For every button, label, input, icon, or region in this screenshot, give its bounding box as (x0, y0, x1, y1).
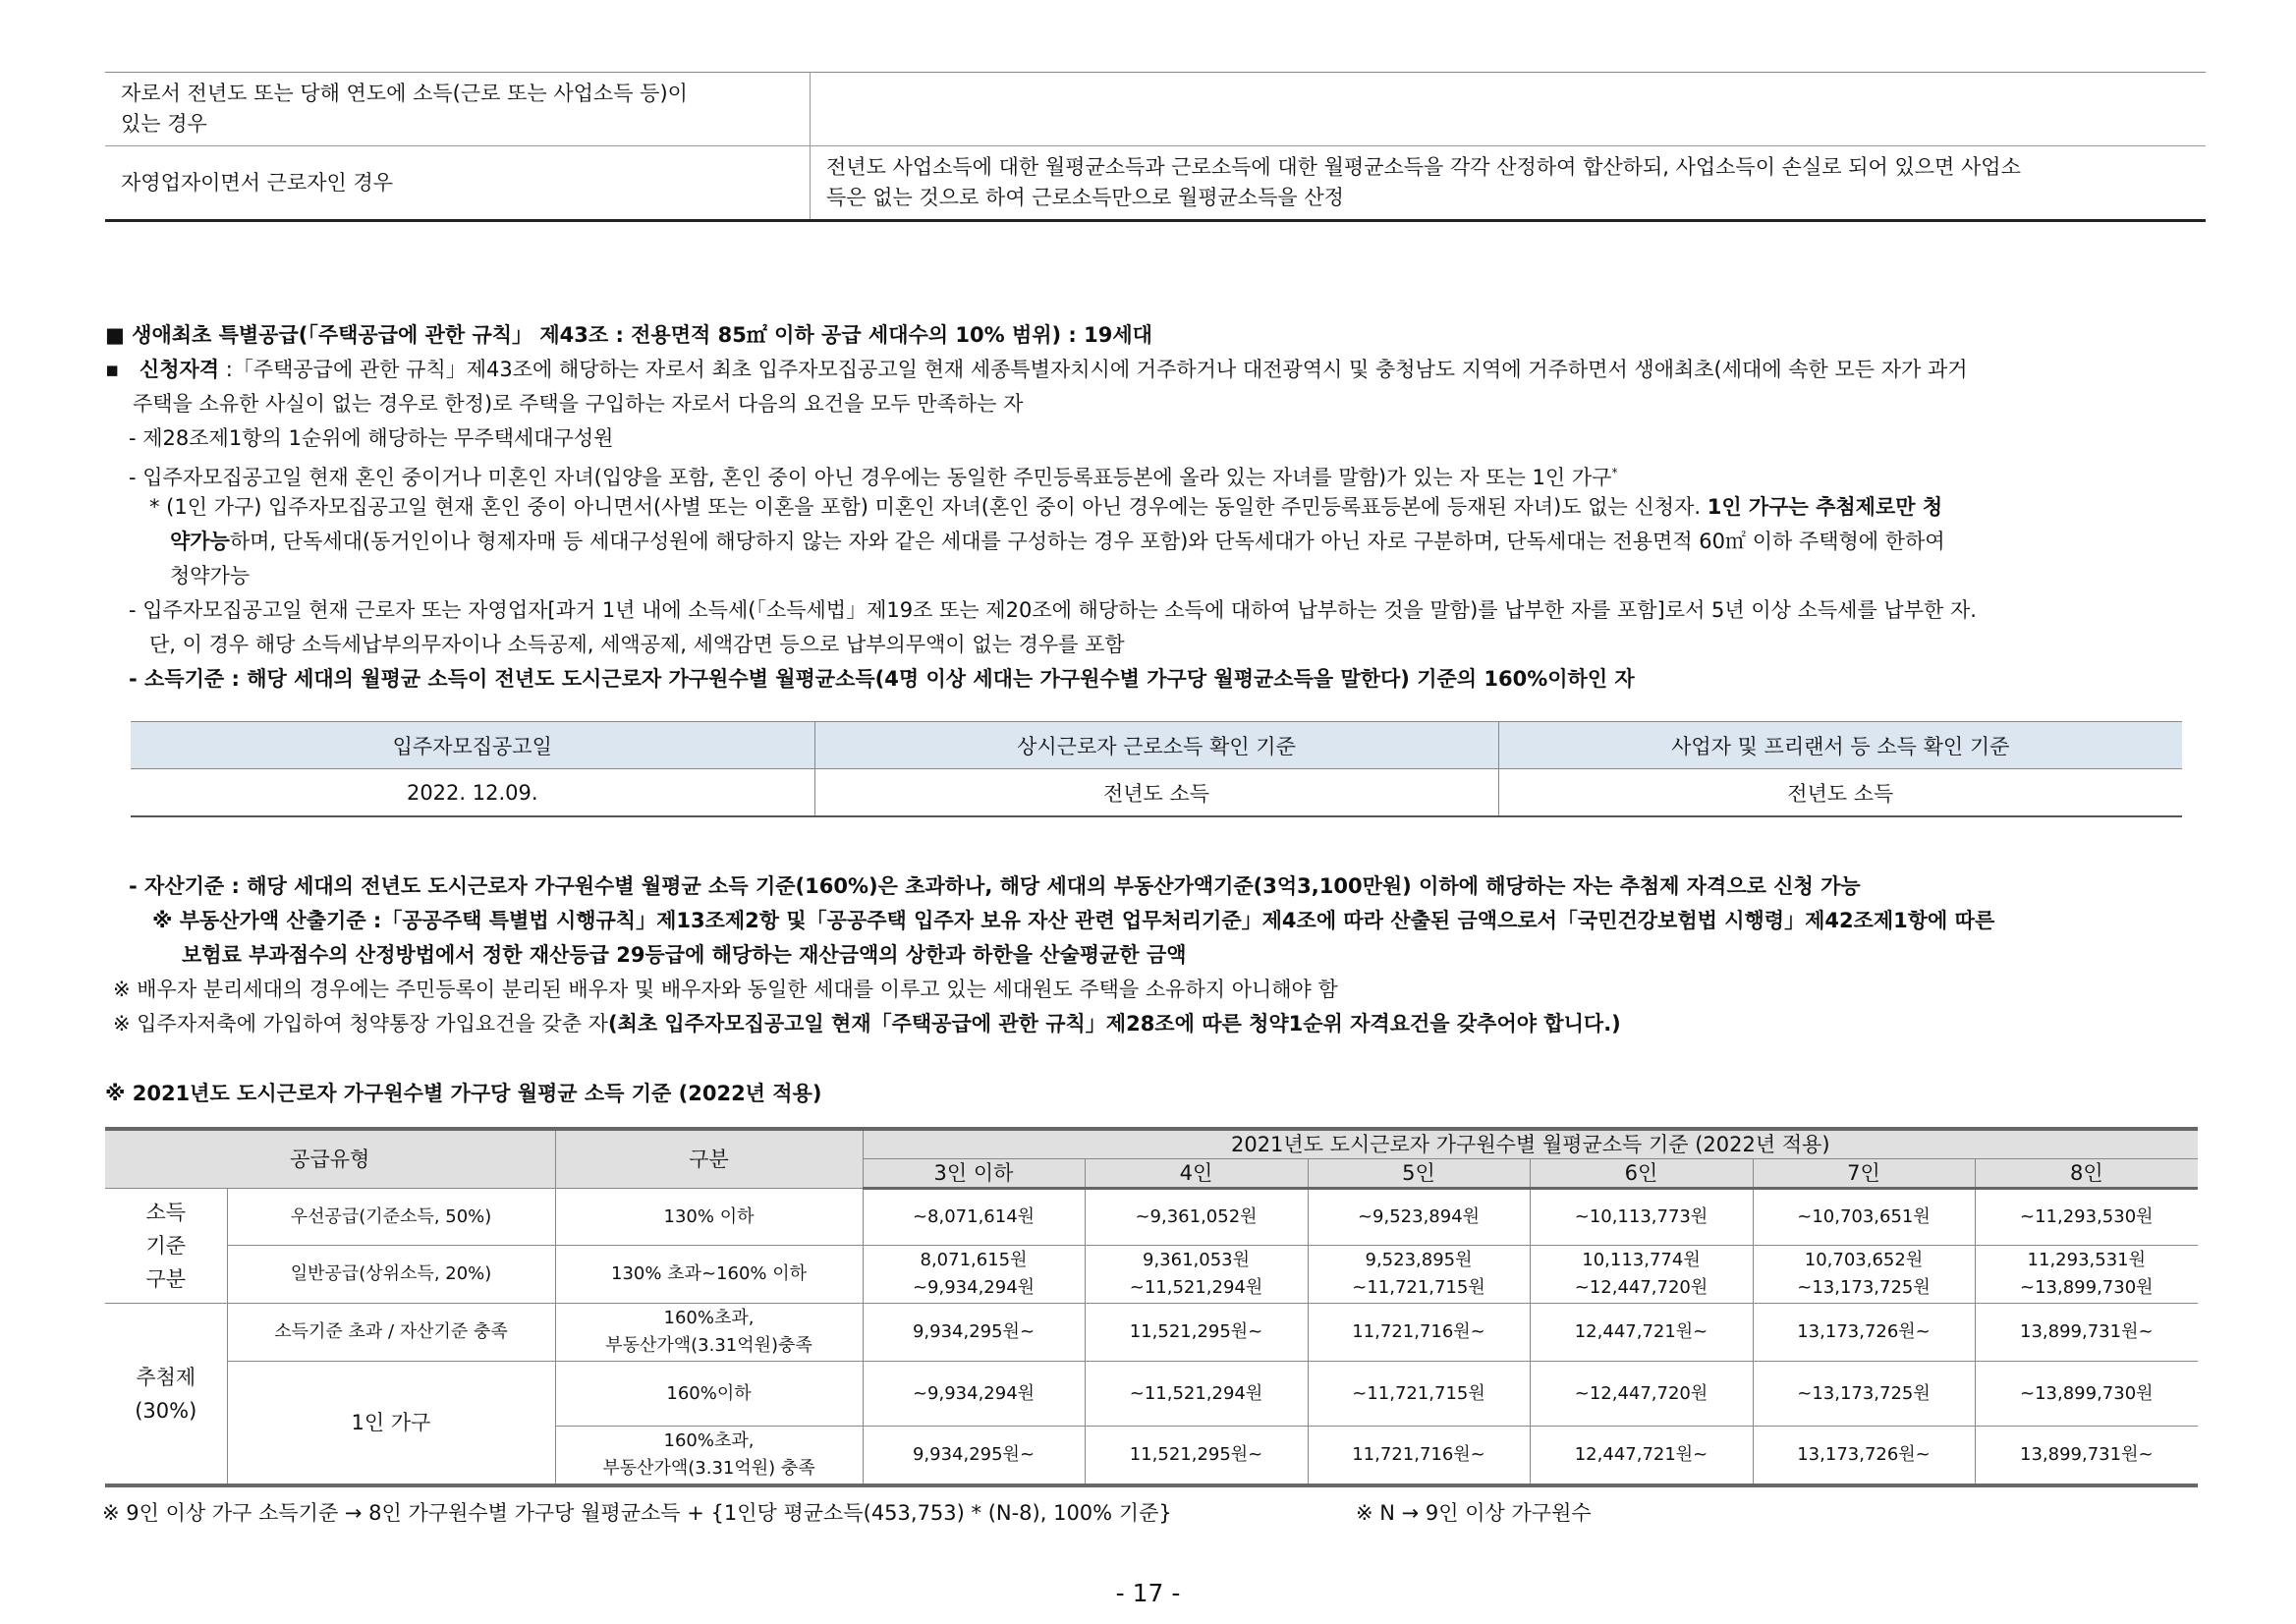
table-cell: 2022. 12.09. (131, 769, 814, 817)
table-row (105, 1362, 2198, 1427)
income-value: ~10,113,773원 (1530, 1189, 1753, 1246)
income-value: 11,721,716원~ (1308, 1427, 1530, 1486)
division: 130% 이하 (555, 1189, 863, 1246)
income-value: 11,721,716원~ (1308, 1304, 1530, 1362)
income-value: ~11,293,530원 (1975, 1189, 2198, 1246)
table-cell-desc (811, 73, 2207, 146)
table-cell: 전년도 소득 (1787, 781, 1894, 806)
household-income-table (105, 1127, 2198, 1487)
division: 160%이하 (555, 1362, 863, 1427)
division: 160%초과, 부동산가액(3.31억원) 충족 (555, 1427, 863, 1486)
savings-note (113, 1010, 1621, 1037)
income-value: 11,293,531원 ~13,899,730원 (1975, 1246, 2198, 1304)
continued-income-table (105, 72, 2206, 222)
supply-type: 일반공급(상위소득, 20%) (227, 1246, 555, 1304)
column-header: 3인 이하 (863, 1159, 1085, 1189)
column-header: 사업자 및 프리랜서 등 소득 확인 기준 (1498, 722, 2182, 769)
income-value: 12,447,721원~ (1530, 1304, 1753, 1362)
income-value: 10,113,774원 ~12,447,720원 (1530, 1246, 1753, 1304)
table-row (105, 1246, 2198, 1304)
income-criteria: - 소득기준 : 해당 세대의 월평균 소득이 전년도 도시근로자 가구원수별 월평균소득(4명 이상 세대는 가구원수별 가구당 월평균소득을 말한다) 기준의 160%이하인 자 (129, 667, 1635, 691)
income-value: 9,934,295원~ (863, 1427, 1085, 1486)
column-header: 구분 (555, 1129, 863, 1189)
income-value: 9,523,895원 ~11,721,715원 (1308, 1246, 1530, 1304)
income-value: 10,703,652원 ~13,173,725원 (1753, 1246, 1975, 1304)
requirement-2 (129, 459, 1617, 491)
table-row (105, 1304, 2198, 1362)
income-value: 13,899,731원~ (1975, 1427, 2198, 1486)
division: 160%초과, 부동산가액(3.31억원)충족 (555, 1304, 863, 1362)
group-label: 구분 (145, 1267, 187, 1291)
requirement-2-text: - 입주자모집공고일 현재 혼인 중이거나 미혼인 자녀(입양을 포함, 혼인 중이 아닌 경우에는 동일한 주민등록표등본에 올라 있는 자녀를 말함)가 있는 자 또는 1인 가구 (129, 466, 1612, 489)
income-value: 12,447,721원~ (1530, 1427, 1753, 1486)
single-household-note (149, 493, 1942, 521)
row-group-income (105, 1189, 227, 1304)
income-value: ~10,703,651원 (1753, 1189, 1975, 1246)
table-row (105, 146, 2206, 221)
qualification-text: :「주택공급에 관한 규칙」제43조에 해당하는 자로서 최초 입주자모집공고일 현재 세종특별자치시에 거주하거나 대전광역시 및 충청남도 지역에 거주하면서 생애최초(세대에 속한 모든 자가 과거 (219, 358, 1968, 381)
qualification-line (105, 356, 1968, 383)
note-text: 하며, 단독세대(동거인이나 형제자매 등 세대구성원에 해당하지 않는 자와 같은 세대를 구성하는 경우 포함)와 단독세대가 아닌 자로 구분하며, 단독세대는 전용면적 60㎡ 이하 주택형에 한하여 (229, 530, 1945, 553)
income-value: 9,934,295원~ (863, 1304, 1085, 1362)
cell-text: 자로서 전년도 또는 당해 연도에 소득(근로 또는 사업소득 등)이 (121, 82, 688, 105)
income-check-table (131, 721, 2182, 817)
cell-text: 전년도 사업소득에 대한 월평균소득과 근로소득에 대한 월평균소득을 각각 산정하여 합산하되, 사업소득이 손실로 되어 있으면 사업소 (826, 155, 2021, 179)
column-header: 4인 (1085, 1159, 1308, 1189)
spouse-note: ※ 배우자 분리세대의 경우에는 주민등록이 분리된 배우자 및 배우자와 동일한 세대를 이루고 있는 세대원도 주택을 소유하지 아니해야 함 (113, 978, 1338, 1001)
note-text: ※ 입주자저축에 가입하여 청약통장 가입요건을 갖춘 자 (113, 1012, 608, 1036)
column-group-header: 2021년도 도시근로자 가구원수별 월평균소득 기준 (2022년 적용) (863, 1129, 2198, 1159)
asset-criteria: - 자산기준 : 해당 세대의 전년도 도시근로자 가구원수별 월평균 소득 기준(160%)은 초과하나, 해당 세대의 부동산가액기준(3억3,100만원) 이하에 해당하는 자는 추첨제 자격으로 신청 가능 (129, 874, 1861, 898)
income-value: ~11,721,715원 (1308, 1362, 1530, 1427)
table-header-row (105, 1129, 2198, 1159)
income-value: 9,361,053원 ~11,521,294원 (1085, 1246, 1308, 1304)
single-household-note-end: 청약가능 (170, 564, 251, 588)
table-cell-label: 자영업자이면서 근로자인 경우 (105, 146, 811, 221)
note-text: * (1인 가구) 입주자모집공고일 현재 혼인 중이 아니면서(사별 또는 이혼을 포함) 미혼인 자녀(혼인 중이 아닌 경우에는 동일한 주민등록표등본에 등재된 자녀)도 없는 신청자. (149, 495, 1708, 519)
single-household-note-cont (170, 528, 1945, 555)
row-group-lottery (105, 1304, 227, 1486)
income-value: ~12,447,720원 (1530, 1362, 1753, 1427)
cell-text: 있는 경우 (121, 112, 207, 136)
income-value: ~11,521,294원 (1085, 1362, 1308, 1427)
footnote-marker: * (1611, 466, 1618, 479)
income-value: 13,899,731원~ (1975, 1304, 2198, 1362)
column-header: 6인 (1530, 1159, 1753, 1189)
income-value: 13,173,726원~ (1753, 1304, 1975, 1362)
note-emphasis: (최초 입주자모집공고일 현재「주택공급에 관한 규칙」제28조에 따른 청약1순위 자격요건을 갖추어야 합니다.) (607, 1012, 1621, 1036)
division: 130% 초과~160% 이하 (555, 1246, 863, 1304)
requirement-1: - 제28조제1항의 1순위에 해당하는 무주택세대구성원 (129, 426, 614, 450)
income-table-footnote-n: ※ N → 9인 이상 가구원수 (1356, 1501, 1592, 1525)
income-value: ~13,899,730원 (1975, 1362, 2198, 1427)
income-value: 11,521,295원~ (1085, 1304, 1308, 1362)
property-value-note: ※ 부동산가액 산출기준 :「공공주택 특별법 시행규칙」제13조제2항 및「공공주택 입주자 보유 자산 관련 업무처리기준」제4조에 따라 산출된 금액으로서「국민건강보험법 시행령」제42조제1항에 따른 (152, 909, 1995, 932)
property-value-note-cont: 보험료 부과점수의 산정방법에서 정한 재산등급 29등급에 해당하는 재산금액의 상한과 하한을 산술평균한 금액 (182, 943, 1187, 967)
note-emphasis: 1인 가구는 추첨제로만 청 (1707, 495, 1943, 519)
table-cell: 전년도 소득 (814, 769, 1498, 817)
table-header-row (131, 722, 2182, 769)
income-value: ~9,523,894원 (1308, 1189, 1530, 1246)
supply-type: 1인 가구 (227, 1362, 555, 1486)
qualification-text-cont: 주택을 소유한 사실이 없는 경우로 한정)로 주택을 구입하는 자로서 다음의 요건을 모두 만족하는 자 (133, 392, 1024, 416)
supply-type: 우선공급(기준소득, 50%) (227, 1189, 555, 1246)
income-value: 11,521,295원~ (1085, 1427, 1308, 1486)
cell-text: 득은 없는 것으로 하여 근로소득만으로 월평균소득을 산정 (826, 186, 1344, 209)
column-header: 8인 (1975, 1159, 2198, 1189)
column-header: 상시근로자 근로소득 확인 기준 (814, 722, 1498, 769)
income-table-footnote: ※ 9인 이상 가구 소득기준 → 8인 가구원수별 가구당 월평균소득 + {1인당 평균소득(453,753) * (N-8), 100% 기준} (102, 1501, 1172, 1525)
table-cell-desc (811, 146, 2207, 221)
column-header: 입주자모집공고일 (131, 722, 814, 769)
income-value: ~9,934,294원 (863, 1362, 1085, 1427)
group-label: 기준 (145, 1234, 187, 1258)
section-heading: ■ 생애최초 특별공급(「주택공급에 관한 규칙」 제43조 : 전용면적 85㎡ 이하 공급 세대수의 10% 범위) : 19세대 (105, 323, 1152, 347)
note-emphasis: 약가능 (170, 530, 230, 553)
bullet-icon: ▪ (105, 358, 120, 381)
income-table-title: ※ 2021년도 도시근로자 가구원수별 가구당 월평균 소득 기준 (2022년 적용) (105, 1082, 822, 1105)
page-number: - 17 - (1115, 1579, 1181, 1607)
table-row (105, 73, 2206, 146)
table-row (131, 769, 2182, 817)
column-header: 5인 (1308, 1159, 1530, 1189)
group-label: 추첨제 (136, 1365, 196, 1389)
requirement-3-cont: 단, 이 경우 해당 소득세납부의무자이나 소득공제, 세액공제, 세액감면 등으로 납부의무액이 없는 경우를 포함 (149, 633, 1125, 656)
income-value: ~8,071,614원 (863, 1189, 1085, 1246)
group-label: (30%) (135, 1398, 197, 1423)
qualification-label: 신청자격 (139, 358, 220, 381)
column-header: 공급유형 (105, 1129, 555, 1189)
table-cell-label (105, 73, 811, 146)
group-label: 소득 (145, 1201, 187, 1224)
table-row (105, 1189, 2198, 1246)
income-value: 8,071,615원 ~9,934,294원 (863, 1246, 1085, 1304)
supply-type: 소득기준 초과 / 자산기준 충족 (227, 1304, 555, 1362)
income-value: ~13,173,725원 (1753, 1362, 1975, 1427)
requirement-3: - 입주자모집공고일 현재 근로자 또는 자영업자[과거 1년 내에 소득세(「소득세법」제19조 또는 제20조에 해당하는 소득에 대하여 납부하는 것을 말함)를 납부한 자를 포함]로서 5년 이상 소득세를 납부한 자. (129, 598, 1977, 622)
column-header: 7인 (1753, 1159, 1975, 1189)
income-value: 13,173,726원~ (1753, 1427, 1975, 1486)
income-value: ~9,361,052원 (1085, 1189, 1308, 1246)
